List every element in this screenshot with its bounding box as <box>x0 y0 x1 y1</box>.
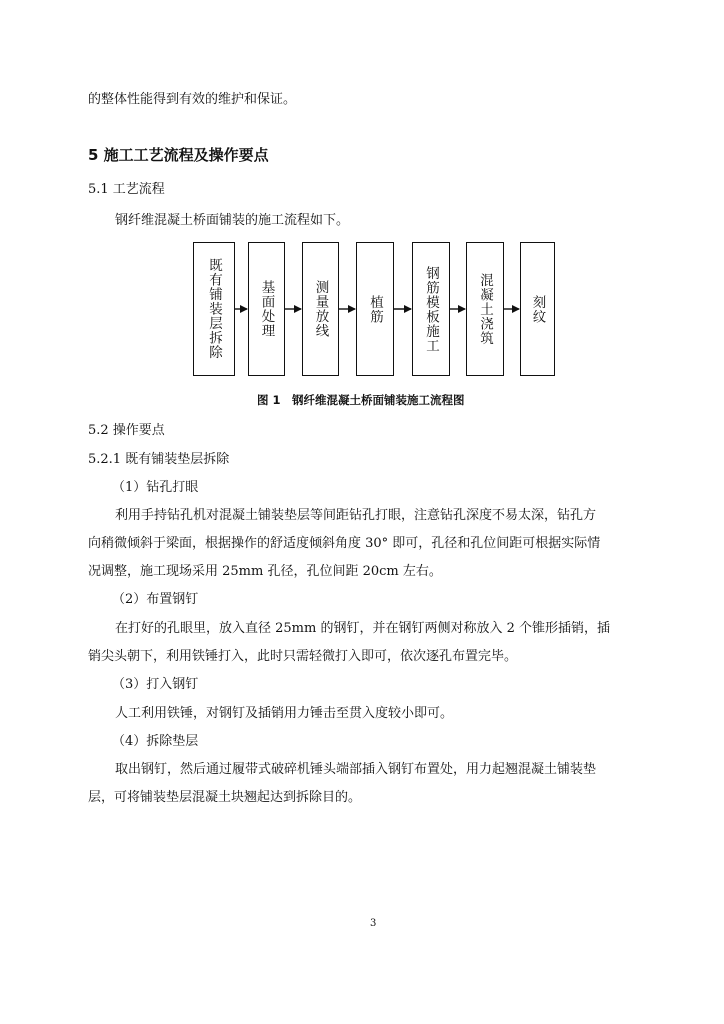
step-3-label: （3）打入钢钉 <box>112 677 199 692</box>
step-3-line-1: 人工利用铁锤，对钢钉及插销用力锤击至贯入度较小即可。 <box>115 706 454 721</box>
section-5-2-heading: 5.2 操作要点 <box>88 423 165 438</box>
flow-step-7: 刻纹 <box>520 242 555 376</box>
step-1-line-2: 向稍微倾斜于梁面，根据操作的舒适度倾斜角度 30° 即可，孔径和孔位间距可根据实际情 <box>88 536 601 551</box>
step-4-line-1: 取出钢钉，然后通过履带式破碎机锤头端部插入钢钉布置处，用力起翘混凝土铺装垫 <box>115 762 597 777</box>
step-2-line-1: 在打好的孔眼里，放入直径 25mm 的钢钉，并在钢钉两侧对称放入 2 个锥形插销，插 <box>115 621 610 636</box>
page-number: 3 <box>370 918 377 929</box>
section-5-title: 5 施工工艺流程及操作要点 <box>88 146 269 164</box>
section-5-2-1-heading: 5.2.1 既有铺装垫层拆除 <box>88 452 230 467</box>
flow-step-1: 既有铺装层拆除 <box>193 242 235 376</box>
intro-tail-text: 的整体性能得到有效的维护和保证。 <box>88 92 297 107</box>
step-1-label: （1）钻孔打眼 <box>112 480 199 495</box>
step-2-line-2: 销尖头朝下，利用铁锤打入，此时只需轻微打入即可，依次逐孔布置完毕。 <box>88 649 518 664</box>
step-4-label: （4）拆除垫层 <box>112 734 199 749</box>
step-1-line-1: 利用手持钻孔机对混凝土铺装垫层等间距钻孔打眼，注意钻孔深度不易太深，钻孔方 <box>115 508 597 523</box>
flow-step-3: 测量放线 <box>302 242 339 376</box>
step-4-line-2: 层，可将铺装垫层混凝土块翘起达到拆除目的。 <box>88 790 362 805</box>
flow-step-5: 钢筋模板施工 <box>412 242 450 376</box>
flow-step-4: 植筋 <box>356 242 394 376</box>
step-1-line-3: 况调整，施工现场采用 25mm 孔径，孔位间距 20cm 左右。 <box>88 564 442 579</box>
section-5-1-intro: 钢纤维混凝土桥面铺装的施工流程如下。 <box>115 213 350 228</box>
step-2-label: （2）布置钢钉 <box>112 592 199 607</box>
flow-step-6: 混凝土浇筑 <box>466 242 504 376</box>
section-5-1-heading: 5.1 工艺流程 <box>88 182 165 197</box>
figure-caption: 图 1 钢纤维混凝土桥面铺装施工流程图 <box>257 393 465 407</box>
flow-step-2: 基面处理 <box>248 242 285 376</box>
